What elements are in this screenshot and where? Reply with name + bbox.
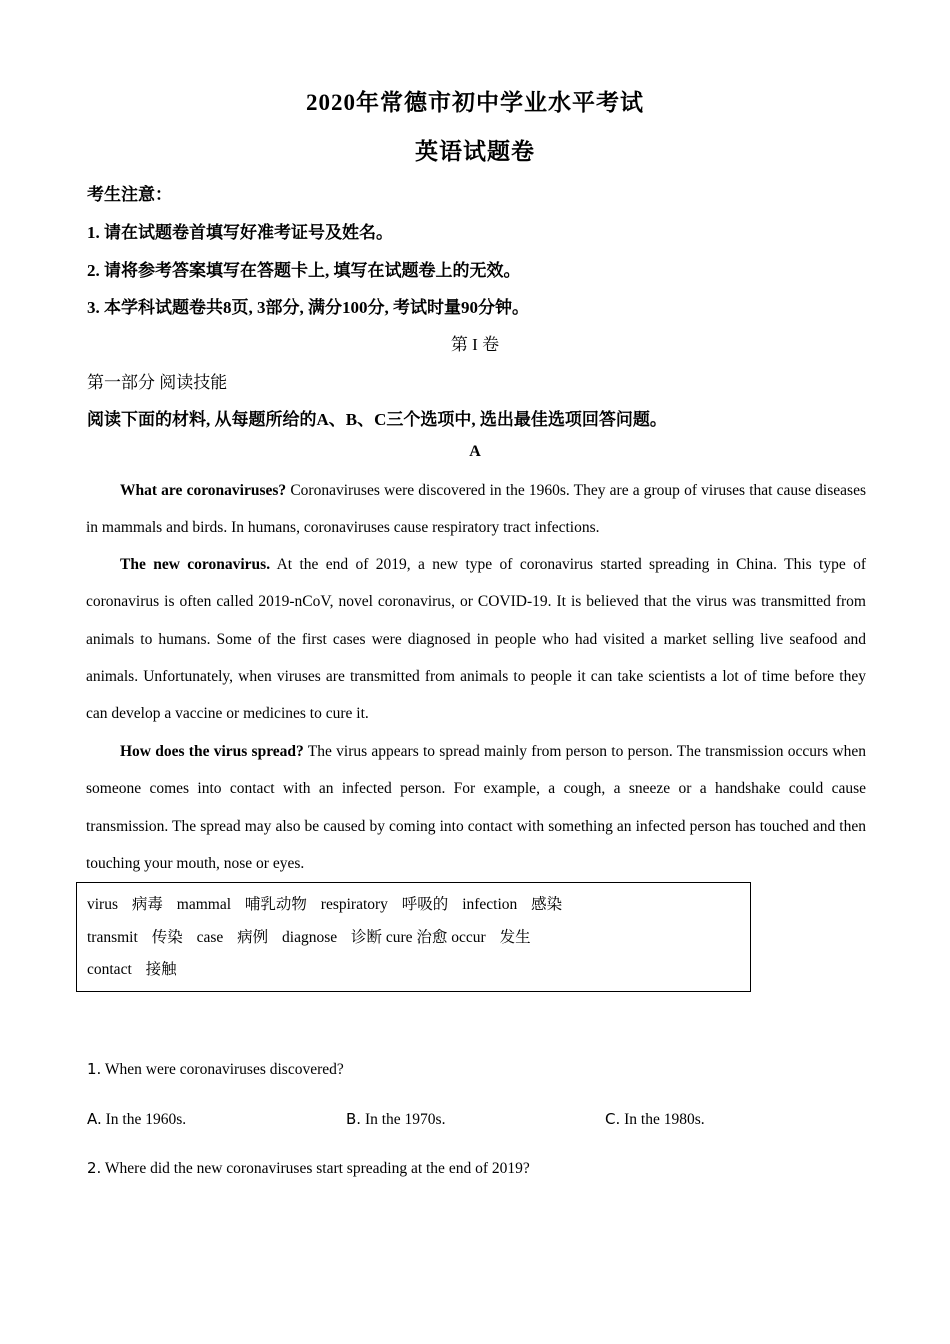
vocab-word: respiratory <box>320 896 388 913</box>
option-label: B. <box>346 1110 362 1128</box>
vocab-meaning: 感染 <box>531 896 563 913</box>
paragraph-lead: The new coronavirus. <box>120 556 271 573</box>
notice-item-3: 3. 本学科试题卷共8页, 3部分, 满分100分, 考试时量90分钟。 <box>87 298 529 317</box>
option-a[interactable] <box>87 1110 186 1129</box>
exam-title: 2020年常德市初中学业水平考试 <box>306 90 644 115</box>
vocab-meaning: 诊断 cure 治愈 occur <box>351 928 486 946</box>
vocab-meaning: 病例 <box>237 928 269 946</box>
question-number: 2. <box>87 1159 102 1177</box>
vocab-word: virus <box>87 896 118 913</box>
vocab-word: diagnose <box>282 928 338 946</box>
part-title: 第一部分 阅读技能 <box>87 373 228 392</box>
paragraph-lead: How does the virus spread? <box>120 743 304 760</box>
paragraph-lead: What are coronaviruses? <box>120 482 287 499</box>
instruction: 阅读下面的材料, 从每题所给的A、B、C三个选项中, 选出最佳选项回答问题。 <box>87 410 667 429</box>
option-text: In the 1980s. <box>624 1111 705 1128</box>
vocab-word: transmit <box>87 928 138 946</box>
notice-heading: 考生注意： <box>87 185 172 204</box>
passage-paragraph-2 <box>86 546 866 732</box>
paragraph-text: The virus appears to spread mainly from person to person. The transmission occurs when someone comes into contact with an infected person. For example, a cough, a sneeze or a handshake could cause transmission. The spread may also be caused by coming into contact with something an infected person has touched and then touching your mouth, nose or eyes. <box>86 743 866 872</box>
question-number: 1. <box>87 1060 102 1078</box>
notice-item-2: 2. 请将参考答案填写在答题卡上, 填写在试题卷上的无效。 <box>87 261 521 280</box>
vocab-line-2 <box>87 922 740 955</box>
option-b[interactable] <box>346 1110 445 1129</box>
vocab-meaning: 哺乳动物 <box>244 896 307 913</box>
passage-paragraph-3 <box>86 733 866 882</box>
vocab-word: contact <box>87 961 132 978</box>
paragraph-text: At the end of 2019, a new type of coronavirus started spreading in China. This type of coronavirus is often called 2019-nCoV, novel coronavirus, or COVID-19. It is believed that the virus was transmitted from animals to humans. Some of the first cases were diagnosed in people who had visited a market selling live seafood and animals. Unfortunately, when viruses are transmitted from animals to people it can take scientists a lot of time before they can develop a vaccine or medicines to cure it. <box>86 556 866 723</box>
option-label: C. <box>605 1110 621 1128</box>
paragraph-text: Coronaviruses were discovered in the 1960s. They are a group of viruses that cause diseases in mammals and birds. In humans, coronaviruses cause respiratory tract infections. <box>86 482 866 537</box>
vocabulary-box <box>76 882 751 992</box>
passage-paragraph-1 <box>86 472 866 547</box>
vocab-word: mammal <box>176 896 232 913</box>
vocab-line-3 <box>87 954 740 987</box>
vocab-word: infection <box>462 896 518 913</box>
option-text: In the 1960s. <box>105 1111 187 1128</box>
vocab-meaning: 传染 <box>151 928 183 946</box>
question-text: When were coronaviruses discovered? <box>104 1061 344 1078</box>
section-label: A <box>469 443 481 460</box>
volume-label: 第 I 卷 <box>450 335 500 354</box>
vocab-meaning: 病毒 <box>131 896 163 913</box>
vocab-word: case <box>196 928 224 946</box>
exam-subtitle: 英语试题卷 <box>415 139 535 164</box>
vocab-line-1 <box>87 889 740 922</box>
question-2 <box>87 1159 530 1178</box>
question-1 <box>87 1060 344 1079</box>
question-text: Where did the new coronaviruses start spreading at the end of 2019? <box>104 1160 530 1177</box>
option-c[interactable] <box>605 1110 705 1129</box>
vocab-meaning: 发生 <box>499 928 531 946</box>
option-label: A. <box>87 1110 102 1128</box>
option-text: In the 1970s. <box>364 1111 446 1128</box>
vocab-meaning: 呼吸的 <box>401 896 449 913</box>
vocab-meaning: 接触 <box>145 961 177 978</box>
notice-item-1: 1. 请在试题卷首填写好准考证号及姓名。 <box>87 223 393 242</box>
